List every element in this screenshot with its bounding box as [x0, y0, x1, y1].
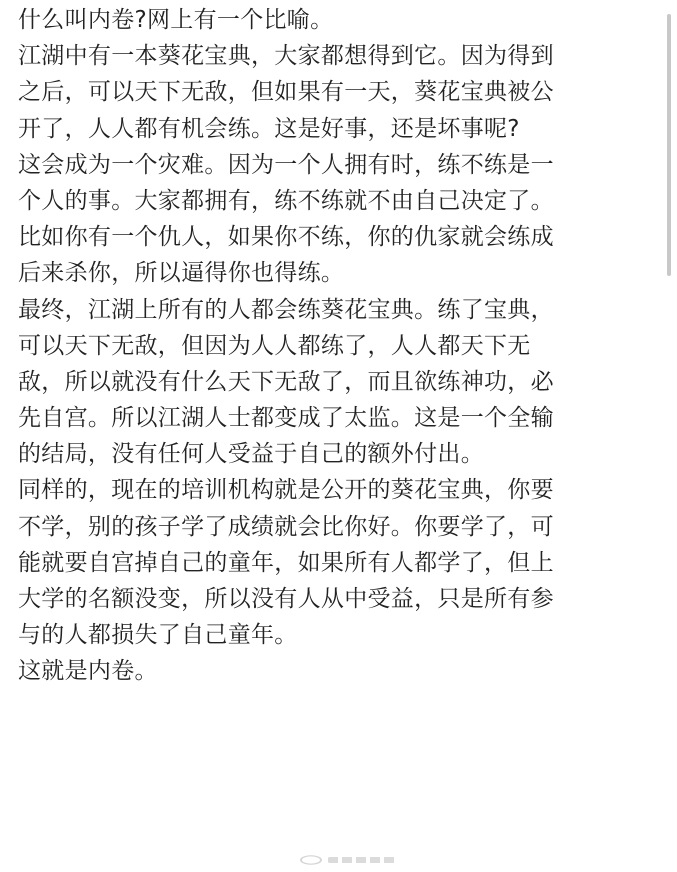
article-line-11: 敌，所以就没有什么天下无敌了，而且欲练神功，必	[18, 368, 554, 395]
weibo-eye-icon	[300, 855, 322, 865]
article-line-14: 同样的，现在的培训机构就是公开的葵花宝典，你要	[18, 477, 554, 504]
article-line-18: 与的人都损失了自己童年。	[18, 622, 298, 649]
article-line-10: 可以天下无敌，但因为人人都练了，人人都天下无	[18, 332, 531, 359]
article-line-4: 开了，人人都有机会练。这是好事，还是坏事呢?	[18, 115, 520, 142]
article-line-5: 这会成为一个灾难。因为一个人拥有时，练不练是一	[18, 151, 554, 178]
article-line-8: 后来杀你，所以逼得你也得练。	[18, 260, 345, 287]
watermark	[300, 855, 398, 865]
article-line-6: 个人的事。大家都拥有，练不练就不由自己决定了。	[18, 187, 554, 214]
article-line-7: 比如你有一个仇人，如果你不练，你的仇家就会练成	[18, 224, 554, 251]
article-line-2: 江湖中有一本葵花宝典，大家都想得到它。因为得到	[18, 43, 554, 70]
article-line-16: 能就要自宫掉自己的童年，如果所有人都学了，但上	[18, 549, 554, 576]
article-line-15: 不学，别的孩子学了成绩就会比你好。你要学了，可	[18, 513, 554, 540]
article-line-1: 什么叫内卷?网上有一个比喻。	[18, 7, 334, 33]
watermark-text-blur	[328, 857, 398, 863]
article-line-12: 先自宫。所以江湖人士都变成了太监。这是一个全输	[18, 405, 554, 432]
scrollbar-thumb[interactable]	[667, 14, 671, 276]
article-line-9: 最终，江湖上所有的人都会练葵花宝典。练了宝典，	[18, 296, 554, 323]
article-body	[18, 2, 666, 690]
article-line-17: 大学的名额没变，所以没有人从中受益，只是所有参	[18, 586, 554, 612]
article-line-19: 这就是内卷。	[18, 658, 158, 685]
article-line-13: 的结局，没有任何人受益于自己的额外付出。	[18, 441, 484, 468]
article-line-3: 之后，可以天下无敌，但如果有一天，葵花宝典被公	[18, 79, 554, 106]
